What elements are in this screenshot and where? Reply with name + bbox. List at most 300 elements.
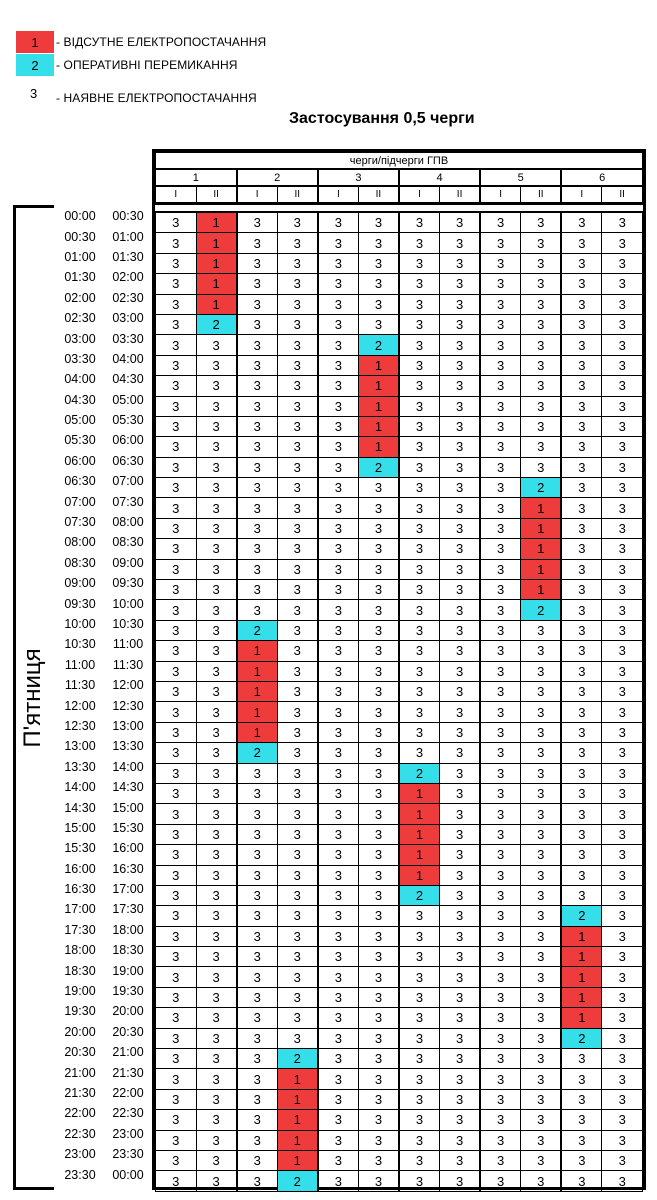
table-row: [156, 967, 643, 987]
schedule-cell: 3: [358, 804, 399, 824]
schedule-cell: 3: [358, 1049, 399, 1069]
schedule-cell: 3: [358, 1028, 399, 1048]
schedule-cell: 3: [156, 906, 197, 926]
schedule-cell: 3: [156, 539, 197, 559]
schedule-cell: 3: [237, 355, 278, 375]
time-row: [56, 960, 152, 980]
time-row: [56, 1042, 152, 1062]
time-to: 03:30: [112, 331, 144, 346]
schedule-cell: 3: [156, 233, 197, 253]
schedule-cell: 3: [358, 478, 399, 498]
time-from: 01:00: [64, 249, 96, 264]
schedule-cell: 3: [196, 1008, 237, 1028]
time-to: 14:00: [112, 759, 144, 774]
time-from: 08:30: [64, 555, 96, 570]
schedule-cell: 3: [399, 926, 440, 946]
schedule-cell: 3: [561, 335, 602, 355]
table-row: [156, 274, 643, 294]
schedule-cell: 1: [521, 518, 562, 538]
schedule-cell: 3: [358, 967, 399, 987]
schedule-cell: 3: [521, 661, 562, 681]
schedule-cell: 3: [480, 396, 521, 416]
schedule-cell: 3: [440, 865, 481, 885]
schedule-cell: 3: [318, 641, 359, 661]
schedule-cell: 3: [277, 947, 318, 967]
schedule-cell: 3: [521, 1150, 562, 1170]
schedule-cell: 3: [602, 212, 643, 233]
schedule-cell: 3: [156, 580, 197, 600]
schedule-cell: 3: [358, 845, 399, 865]
schedule-cell: 3: [440, 376, 481, 396]
schedule-cell: 3: [602, 580, 643, 600]
legend-label-outage: - ВІДСУТНЕ ЕЛЕКТРОПОСТАЧАННЯ: [56, 35, 267, 49]
time-row: [56, 838, 152, 858]
schedule-cell: 3: [277, 865, 318, 885]
schedule-cell: 3: [602, 804, 643, 824]
schedule-cell: 3: [196, 437, 237, 457]
schedule-cell: 2: [521, 600, 562, 620]
time-to: 21:30: [112, 1065, 144, 1080]
subgroup-header: II: [196, 186, 237, 204]
time-from: 04:00: [64, 372, 96, 387]
schedule-cell: 2: [399, 763, 440, 783]
schedule-cell: 3: [480, 885, 521, 905]
schedule-cell: 3: [196, 376, 237, 396]
schedule-cell: 1: [237, 641, 278, 661]
legend-swatch-outage: 1: [16, 31, 54, 53]
schedule-cell: 3: [561, 1110, 602, 1130]
schedule-cell: 3: [602, 926, 643, 946]
time-from: 06:00: [64, 453, 96, 468]
schedule-cell: 3: [521, 722, 562, 742]
time-to: 06:00: [112, 433, 144, 448]
schedule-cell: 3: [196, 355, 237, 375]
table-row: [156, 498, 643, 518]
schedule-cell: 3: [237, 478, 278, 498]
time-from: 20:00: [64, 1024, 96, 1039]
time-to: 02:30: [112, 290, 144, 305]
schedule-cell: 3: [196, 1028, 237, 1048]
time-row: [56, 879, 152, 899]
table-row: [156, 743, 643, 763]
time-from: 02:30: [64, 311, 96, 326]
time-to: 22:30: [112, 1106, 144, 1121]
schedule-cell: 3: [440, 1008, 481, 1028]
schedule-cell: 3: [602, 1130, 643, 1150]
schedule-cell: 3: [318, 824, 359, 844]
schedule-cell: 3: [277, 396, 318, 416]
table-row: [156, 294, 643, 314]
schedule-cell: 1: [399, 845, 440, 865]
time-from: 00:00: [64, 209, 96, 224]
schedule-cell: 3: [237, 335, 278, 355]
time-to: 01:00: [112, 229, 144, 244]
time-from: 21:30: [64, 1085, 96, 1100]
subgroup-header: I: [237, 186, 278, 204]
schedule-cell: 3: [156, 641, 197, 661]
time-row: [56, 1022, 152, 1042]
group-header-4: 4: [399, 169, 480, 186]
table-row: [156, 947, 643, 967]
schedule-cell: 3: [602, 987, 643, 1007]
schedule-cell: 3: [358, 1130, 399, 1150]
time-to: 17:00: [112, 882, 144, 897]
table-row: [156, 804, 643, 824]
schedule-cell: 1: [277, 1089, 318, 1109]
time-row: [56, 1083, 152, 1103]
schedule-cell: 3: [277, 253, 318, 273]
schedule-cell: 3: [196, 783, 237, 803]
schedule-cell: 3: [521, 355, 562, 375]
schedule-cell: 3: [440, 845, 481, 865]
schedule-cell: 3: [480, 559, 521, 579]
schedule-cell: 1: [561, 1008, 602, 1028]
schedule-cell: 3: [440, 335, 481, 355]
schedule-cell: 3: [561, 355, 602, 375]
schedule-cell: 3: [196, 416, 237, 436]
schedule-cell: 3: [237, 539, 278, 559]
schedule-cell: 3: [480, 498, 521, 518]
schedule-cell: 3: [561, 518, 602, 538]
schedule-cell: 3: [196, 967, 237, 987]
schedule-cell: 3: [480, 335, 521, 355]
schedule-cell: 3: [521, 212, 562, 233]
schedule-cell: 3: [399, 478, 440, 498]
schedule-cell: 3: [277, 804, 318, 824]
schedule-cell: 3: [521, 926, 562, 946]
schedule-cell: 3: [358, 926, 399, 946]
schedule-cell: 3: [358, 1069, 399, 1089]
time-from: 17:30: [64, 922, 96, 937]
schedule-cell: 3: [440, 987, 481, 1007]
schedule-cell: 3: [561, 600, 602, 620]
schedule-cell: 1: [358, 396, 399, 416]
time-from: 09:30: [64, 596, 96, 611]
schedule-cell: 3: [156, 620, 197, 640]
schedule-cell: 3: [602, 1171, 643, 1191]
schedule-cell: 3: [237, 437, 278, 457]
schedule-cell: 3: [237, 376, 278, 396]
schedule-cell: 3: [399, 1028, 440, 1048]
schedule-cell: 3: [156, 294, 197, 314]
legend-item-outage: [16, 31, 266, 53]
time-from: 06:30: [64, 474, 96, 489]
schedule-cell: 3: [156, 783, 197, 803]
schedule-cell: 3: [237, 947, 278, 967]
schedule-cell: 3: [358, 987, 399, 1007]
time-from: 05:00: [64, 413, 96, 428]
schedule-cell: 3: [480, 702, 521, 722]
time-to: 07:30: [112, 494, 144, 509]
schedule-cell: 3: [399, 355, 440, 375]
schedule-cell: 3: [237, 824, 278, 844]
table-row: [156, 233, 643, 253]
schedule-cell: 3: [521, 294, 562, 314]
subgroup-header: I: [399, 186, 440, 204]
group-header-1: 1: [156, 169, 237, 186]
time-from: 19:30: [64, 1004, 96, 1019]
schedule-cell: 3: [521, 1130, 562, 1150]
schedule-cell: 3: [602, 600, 643, 620]
schedule-cell: 3: [318, 845, 359, 865]
table-row: [156, 1089, 643, 1109]
schedule-cell: 3: [440, 580, 481, 600]
time-row: [56, 757, 152, 777]
schedule-cell: 3: [561, 845, 602, 865]
time-row: [56, 451, 152, 471]
schedule-cell: 3: [521, 885, 562, 905]
schedule-cell: 3: [358, 498, 399, 518]
table-row: [156, 1069, 643, 1089]
schedule-cell: 3: [156, 763, 197, 783]
time-from: 22:00: [64, 1106, 96, 1121]
schedule-cell: 3: [399, 702, 440, 722]
schedule-cell: 3: [196, 1171, 237, 1191]
schedule-cell: 3: [602, 641, 643, 661]
schedule-cell: 3: [399, 274, 440, 294]
schedule-cell: 3: [237, 1089, 278, 1109]
schedule-cell: 3: [399, 437, 440, 457]
time-row: [56, 247, 152, 267]
schedule-cell: 3: [440, 498, 481, 518]
schedule-cell: 3: [440, 1110, 481, 1130]
schedule-cell: 3: [318, 212, 359, 233]
schedule-cell: 2: [521, 478, 562, 498]
schedule-cell: 3: [156, 416, 197, 436]
schedule-cell: 3: [399, 987, 440, 1007]
schedule-cell: 3: [196, 600, 237, 620]
time-from: 14:30: [64, 800, 96, 815]
schedule-cell: 2: [399, 885, 440, 905]
schedule-cell: 3: [480, 743, 521, 763]
time-row: [56, 553, 152, 573]
table-row: [156, 396, 643, 416]
schedule-cell: 3: [399, 539, 440, 559]
time-row: [56, 695, 152, 715]
schedule-cell: 3: [480, 1028, 521, 1048]
schedule-cell: 3: [480, 926, 521, 946]
schedule-cell: 3: [318, 1110, 359, 1130]
table-row: [156, 478, 643, 498]
schedule-cell: 3: [318, 947, 359, 967]
time-to: 06:30: [112, 453, 144, 468]
schedule-cell: 3: [277, 233, 318, 253]
time-row: [56, 1164, 152, 1184]
time-from: 22:30: [64, 1126, 96, 1141]
table-row: [156, 457, 643, 477]
time-from: 17:00: [64, 902, 96, 917]
schedule-cell: 3: [196, 681, 237, 701]
schedule-cell: 3: [156, 1028, 197, 1048]
time-from: 07:00: [64, 494, 96, 509]
table-row: [156, 212, 643, 233]
schedule-cell: 3: [277, 783, 318, 803]
schedule-cell: 3: [277, 824, 318, 844]
schedule-cell: 3: [196, 661, 237, 681]
schedule-cell: 3: [196, 580, 237, 600]
time-to: 23:00: [112, 1126, 144, 1141]
schedule-cell: 3: [561, 274, 602, 294]
schedule-cell: 3: [561, 437, 602, 457]
schedule-cell: 3: [561, 1130, 602, 1150]
table-row: [156, 987, 643, 1007]
day-label: П'ятниця: [19, 648, 46, 748]
schedule-cell: 3: [521, 947, 562, 967]
subgroup-header: I: [561, 186, 602, 204]
schedule-cell: 3: [561, 661, 602, 681]
schedule-cell: 3: [318, 906, 359, 926]
schedule-cell: 3: [358, 865, 399, 885]
schedule-cell: 3: [440, 681, 481, 701]
schedule-cell: 3: [480, 478, 521, 498]
table-row: [156, 559, 643, 579]
time-from: 04:30: [64, 392, 96, 407]
schedule-cell: 3: [318, 233, 359, 253]
time-to: 03:00: [112, 311, 144, 326]
schedule-cell: 1: [561, 926, 602, 946]
time-row: [56, 940, 152, 960]
schedule-cell: 3: [277, 906, 318, 926]
schedule-cell: 3: [561, 620, 602, 640]
schedule-cell: 3: [237, 559, 278, 579]
schedule-cell: 3: [561, 1049, 602, 1069]
schedule-cell: 3: [399, 376, 440, 396]
time-from: 23:30: [64, 1167, 96, 1182]
schedule-cell: 3: [318, 1089, 359, 1109]
time-from: 12:30: [64, 718, 96, 733]
time-to: 17:30: [112, 902, 144, 917]
schedule-cell: 3: [156, 947, 197, 967]
schedule-cell: 3: [561, 1089, 602, 1109]
schedule-cell: 3: [156, 518, 197, 538]
schedule-cell: 3: [156, 253, 197, 273]
schedule-cell: 3: [156, 478, 197, 498]
schedule-cell: 3: [277, 661, 318, 681]
schedule-cell: 3: [521, 1049, 562, 1069]
schedule-cell: 3: [521, 1089, 562, 1109]
schedule-cell: 2: [561, 1028, 602, 1048]
schedule-cell: 3: [237, 1008, 278, 1028]
schedule-cell: 3: [480, 1049, 521, 1069]
schedule-cell: 3: [521, 1008, 562, 1028]
legend-item-available: [16, 87, 257, 109]
schedule-cell: 3: [602, 335, 643, 355]
subgroup-header: II: [358, 186, 399, 204]
schedule-cell: 3: [480, 253, 521, 273]
schedule-cell: 3: [602, 783, 643, 803]
time-row: [56, 471, 152, 491]
schedule-cell: 3: [480, 906, 521, 926]
schedule-cell: 3: [277, 518, 318, 538]
schedule-cell: 3: [196, 641, 237, 661]
schedule-cell: 1: [196, 233, 237, 253]
schedule-cell: 3: [440, 253, 481, 273]
schedule-cell: 3: [277, 294, 318, 314]
schedule-cell: 3: [561, 212, 602, 233]
schedule-cell: 1: [358, 437, 399, 457]
subgroup-header: I: [318, 186, 359, 204]
schedule-cell: 3: [196, 457, 237, 477]
schedule-cell: 3: [602, 1089, 643, 1109]
table-row: [156, 926, 643, 946]
schedule-cell: 3: [237, 926, 278, 946]
time-row: [56, 328, 152, 348]
schedule-cell: 3: [521, 314, 562, 334]
schedule-cell: 1: [521, 498, 562, 518]
schedule-cell: 3: [602, 396, 643, 416]
schedule-cell: 3: [318, 539, 359, 559]
schedule-cell: 3: [399, 457, 440, 477]
time-to: 13:30: [112, 739, 144, 754]
schedule-cell: 3: [561, 743, 602, 763]
schedule-cell: 3: [237, 845, 278, 865]
schedule-cell: 3: [561, 294, 602, 314]
time-to: 00:00: [112, 1167, 144, 1182]
schedule-cell: 3: [358, 743, 399, 763]
schedule-cell: 3: [358, 1171, 399, 1191]
schedule-cell: 3: [602, 947, 643, 967]
schedule-cell: 3: [561, 804, 602, 824]
schedule-cell: 3: [318, 763, 359, 783]
schedule-cell: 3: [358, 600, 399, 620]
schedule-cell: 3: [399, 314, 440, 334]
time-to: 22:00: [112, 1085, 144, 1100]
schedule-cell: 3: [196, 396, 237, 416]
schedule-cell: 3: [358, 1008, 399, 1028]
schedule-cell: 1: [521, 539, 562, 559]
time-from: 01:30: [64, 270, 96, 285]
schedule-cell: 3: [602, 1110, 643, 1130]
schedule-cell: 3: [521, 702, 562, 722]
schedule-cell: 3: [399, 1008, 440, 1028]
schedule-cell: 3: [196, 539, 237, 559]
time-to: 23:30: [112, 1147, 144, 1162]
schedule-cell: 3: [358, 702, 399, 722]
schedule-cell: 3: [196, 1150, 237, 1170]
schedule-cell: 3: [480, 294, 521, 314]
schedule-cell: 3: [277, 845, 318, 865]
table-row: [156, 824, 643, 844]
table-row: [156, 600, 643, 620]
time-from: 21:00: [64, 1065, 96, 1080]
schedule-cell: 3: [156, 845, 197, 865]
schedule-cell: 3: [318, 865, 359, 885]
schedule-cell: 3: [237, 967, 278, 987]
schedule-cell: 3: [358, 885, 399, 905]
schedule-cell: 3: [561, 416, 602, 436]
schedule-cell: 3: [602, 1069, 643, 1089]
time-to: 21:00: [112, 1045, 144, 1060]
time-to: 08:30: [112, 535, 144, 550]
schedule-cell: 3: [480, 274, 521, 294]
schedule-cell: 3: [196, 478, 237, 498]
table-row: [156, 702, 643, 722]
schedule-cell: 3: [196, 824, 237, 844]
time-row: [56, 573, 152, 593]
time-row: [56, 1103, 152, 1123]
schedule-cell: 3: [196, 1110, 237, 1130]
schedule-cell: 3: [480, 416, 521, 436]
table-row: [156, 661, 643, 681]
schedule-cell: 3: [440, 314, 481, 334]
time-from: 10:30: [64, 637, 96, 652]
time-from: 15:00: [64, 820, 96, 835]
schedule-cell: 3: [561, 722, 602, 742]
schedule-cell: 3: [196, 804, 237, 824]
schedule-cell: 3: [561, 376, 602, 396]
schedule-cell: 3: [318, 1171, 359, 1191]
time-row: [56, 349, 152, 369]
